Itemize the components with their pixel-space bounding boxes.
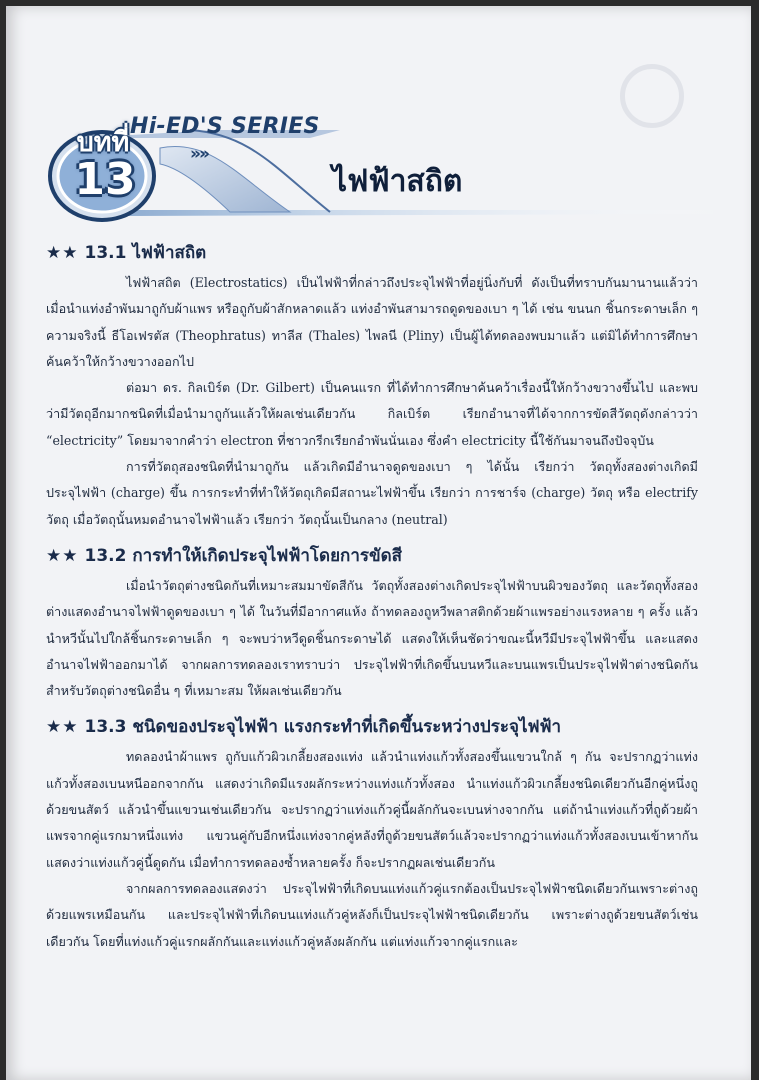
series-label: Hi-ED'S SERIES — [130, 114, 320, 139]
section-title: 13.1 ไฟฟ้าสถิต — [84, 243, 207, 263]
document-page — [6, 6, 751, 1080]
star-icon: ★★ — [46, 717, 79, 738]
star-icon: ★★ — [46, 243, 79, 263]
section-title: 13.2 การทำให้เกิดประจุไฟฟ้าโดยการขัดสี — [84, 545, 403, 566]
paragraph: ต่อมา ดร. กิลเบิร์ต (Dr. Gilbert) เป็นคนแรก ที่ได้ทำการศึกษาค้นคว้าเรื่องนี้ให้กว้างขวางขึ้นไป และพบว่ามีวัตถุอีกมากชนิดที่เมื่อนำมาถูกันแล้วให้ผลเช่นเดียวกัน กิลเบิร์ต เรียกอำนาจที่ได้จากการขัดสีวัตถุดังกล่าวว่า “electricity” โดยมาจากคำว่า electron ที่ชาวกรีกเรียกอำพันนั่นเอง ซึ่งคำ electricity นี้ใช้กันมาจนถึงปัจจุบัน — [46, 380, 698, 448]
star-icon: ★★ — [46, 545, 79, 566]
section-heading — [46, 539, 698, 573]
section-heading — [46, 236, 698, 270]
chapter-title: ไฟฟ้าสถิต — [332, 164, 463, 199]
paragraph: ไฟฟ้าสถิต (Electrostatics) เป็นไฟฟ้าที่กล่าวถึงประจุไฟฟ้าที่อยู่นิ่งกับที่ ดังเป็นที่ทราบกันมานานแล้วว่า เมื่อนำแท่งอำพันมาถูกับผ้าแพร หรือถูกับผ้าสักหลาดแล้ว แท่งอำพันสามารถดูดของเบา ๆ ได้ เช่น ขนนก ชิ้นกระดาษเล็ก ๆ ความจริงนี้ ธีโอเฟรตัส (Theophratus) ทาลีส (Thales) ไพลนี (Pliny) เป็นผู้ได้ทดลองพบมาแล้ว แต่มิได้ทำการศึกษาค้นคว้าให้กว้างขวางออกไป — [46, 275, 698, 369]
swoosh-shape — [160, 146, 290, 212]
chapter-banner — [40, 108, 740, 226]
chapter-label: บทที่ — [76, 127, 130, 158]
chapter-content — [46, 236, 698, 955]
chapter-number: 13 — [74, 154, 136, 205]
paragraph: การที่วัตถุสองชนิดที่นำมาถูกัน แล้วเกิดมีอำนาจดูดของเบา ๆ ได้นั้น เรียกว่า วัตถุทั้งสองต่างเกิดมีประจุไฟฟ้า (charge) ขึ้น การกระทำที่ทำให้วัตถุเกิดมีสถานะไฟฟ้าขึ้น เรียกว่า การชาร์จ (charge) วัตถุ หรือ electrify วัตถุ เมื่อวัตถุนั้นหมดอำนาจไฟฟ้าแล้ว เรียกว่า วัตถุนั้นเป็นกลาง (neutral) — [46, 459, 698, 527]
bottom-band — [110, 210, 730, 216]
section-title: 13.3 ชนิดของประจุไฟฟ้า แรงกระทำที่เกิดขึ้นระหว่างประจุไฟฟ้า — [84, 717, 562, 738]
section-heading — [46, 710, 698, 744]
paragraph: ทดลองนำผ้าแพร ถูกับแก้วผิวเกลี้ยงสองแท่ง แล้วนำแท่งแก้วทั้งสองขึ้นแขวนใกล้ ๆ กัน จะปรากฏว่าแท่งแก้วทั้งสองเบนหนีออกจากกัน แสดงว่าเกิดมีแรงผลักระหว่างแท่งแก้วทั้งสอง นำแท่งแก้วผิวเกลี้ยงชนิดเดียวกันอีกคู่หนึ่งถูด้วยขนสัตว์ แล้วนำขึ้นแขวนเช่นเดียวกัน จะปรากฏว่าแท่งแก้วคู่นี้ผลักกันจะเบนห่างจากกัน แต่ถ้านำแท่งแก้วที่ถูด้วยผ้าแพรจากคู่แรกมาหนึ่งแท่ง แขวนคู่กับอีกหนึ่งแท่งจากคู่หลังที่ถูด้วยขนสัตว์แล้วจะปรากฏว่าแท่งแก้วทั้งสองเบนเข้าหากัน แสดงว่าแท่งแก้วคู่นี้ดูดกัน เมื่อทำการทดลองซ้ำหลายครั้ง ก็จะปรากฏผลเช่นเดียวกัน — [46, 749, 698, 870]
paragraph: จากผลการทดลองแสดงว่า ประจุไฟฟ้าที่เกิดบนแท่งแก้วคู่แรกต้องเป็นประจุไฟฟ้าชนิดเดียวกันเพราะต่างถูด้วยแพรเหมือนกัน และประจุไฟฟ้าที่เกิดบนแท่งแก้วคู่หลังก็เป็นประจุไฟฟ้าชนิดเดียวกัน เพราะต่างถูด้วยขนสัตว์เช่นเดียวกัน โดยที่แท่งแก้วคู่แรกผลักกันและแท่งแก้วคู่หลังผลักกัน แต่แท่งแก้วจากคู่แรกและ — [46, 880, 698, 949]
chevron-icon: »» — [190, 144, 208, 164]
paragraph: เมื่อนำวัตถุต่างชนิดกันที่เหมาะสมมาขัดสีกัน วัตถุทั้งสองต่างเกิดประจุไฟฟ้าบนผิวของวัตถุ และวัตถุทั้งสองต่างแสดงอำนาจไฟฟ้าดูดของเบา ๆ ได้ ในวันที่มีอากาศแห้ง ถ้าทดลองถูหวีพลาสติกด้วยผ้าแพรอย่างแรงหลาย ๆ ครั้ง แล้วนำหวีนั้นไปใกล้ชิ้นกระดาษเล็ก ๆ จะพบว่าหวีดูดชิ้นกระดาษได้ แสดงให้เห็นชัดว่าขณะนี้หวีมีประจุไฟฟ้าขึ้น และแสดงอำนาจไฟฟ้าออกมาได้ จากผลการทดลองเราทราบว่า ประจุไฟฟ้าที่เกิดขึ้นบนหวีและบนแพรเป็นประจุไฟฟ้าต่างชนิดกัน สำหรับวัตถุต่างชนิดอื่น ๆ ที่เหมาะสม ให้ผลเช่นเดียวกัน — [46, 577, 698, 699]
